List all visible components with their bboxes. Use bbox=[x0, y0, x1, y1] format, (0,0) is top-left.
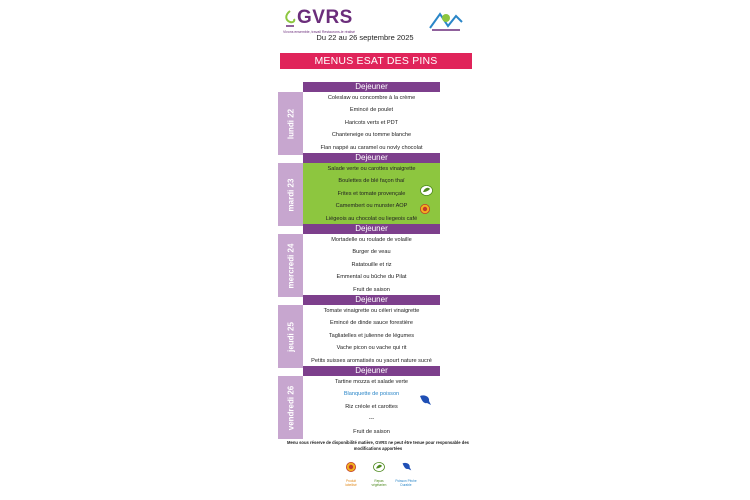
day-label: lundi 22 bbox=[286, 108, 295, 139]
menu-item: Emmental ou bûche du Pilat bbox=[336, 274, 407, 281]
day-label-sidebar bbox=[278, 305, 303, 368]
day-label: mardi 23 bbox=[286, 178, 295, 211]
menu-item: Frites et tomate provençale bbox=[337, 190, 406, 197]
menu-item: Chanteneige ou tomme blanche bbox=[331, 132, 412, 139]
menu-item: Tagliatelles et julienne de légumes bbox=[328, 332, 415, 339]
disclaimer-note: Menu sous réserve de disponibilité matière, GVRS ne peut être tenue pour responsable des modifications apportées bbox=[287, 440, 469, 451]
gvrs-swirl-icon bbox=[283, 10, 297, 28]
menu-item: Riz créole et carottes bbox=[345, 403, 398, 410]
meal-header: Dejeuner bbox=[303, 224, 440, 234]
menu-item: Tartine mozza et salade verte bbox=[334, 379, 409, 385]
meal-header: Dejeuner bbox=[303, 366, 440, 376]
day-block-mardi bbox=[278, 153, 440, 226]
day-block-mercredi bbox=[278, 224, 440, 297]
legend-item-aop bbox=[340, 459, 362, 487]
menu-item: Camembert ou munster AOP bbox=[335, 203, 408, 210]
legend-label: Repas végétarien bbox=[371, 479, 387, 487]
menu-item: Burger de veau bbox=[352, 249, 391, 256]
day-block-jeudi bbox=[278, 295, 440, 368]
menu-item: Emincé de dinde sauce forestière bbox=[329, 320, 414, 327]
menu-item: Coleslaw ou concombre à la crème bbox=[327, 95, 416, 101]
menu-item: Haricots verts et PDT bbox=[344, 119, 399, 126]
day-label: jeudi 25 bbox=[286, 321, 295, 352]
menu-item: Salade verte ou carottes vinaigrette bbox=[327, 166, 416, 172]
menu-item: Emincé de poulet bbox=[349, 107, 394, 114]
menu-item: Boulettes de blé façon thaï bbox=[338, 178, 405, 185]
day-block-lundi bbox=[278, 82, 440, 155]
gvrs-logo bbox=[283, 7, 355, 34]
menu-item: Fruit de saison bbox=[353, 286, 390, 293]
vegetarian-leaf-icon bbox=[420, 185, 433, 196]
day-block-vendredi bbox=[278, 366, 440, 439]
legend-label: Produit labellisé bbox=[345, 479, 357, 487]
date-range: Du 22 au 26 septembre 2025 bbox=[316, 33, 414, 42]
day-label-sidebar bbox=[278, 376, 303, 439]
partner-logo-icon bbox=[426, 8, 464, 34]
menu-items bbox=[303, 305, 440, 367]
day-label-sidebar bbox=[278, 234, 303, 297]
vegetarian-leaf-icon bbox=[373, 462, 385, 472]
legend-item-vegetarian bbox=[368, 459, 390, 487]
legend-label: Poisson Pêche Durable bbox=[395, 479, 417, 487]
meal-header: Dejeuner bbox=[303, 295, 440, 305]
meal-header: Dejeuner bbox=[303, 153, 440, 163]
menu-item: Liégeois au chocolat ou liegeois café bbox=[325, 215, 418, 222]
menu-item: Fruit de saison bbox=[353, 428, 390, 435]
menu-item: Petits suisses aromatisés ou yaourt nature sucré bbox=[311, 357, 432, 364]
menu-item-fish: Blanquette de poisson bbox=[343, 391, 400, 398]
day-label-sidebar bbox=[278, 163, 303, 226]
brand-tagline: Vivons ensemble, travail Restaurons-le réalisé bbox=[283, 30, 355, 34]
day-label: mercredi 24 bbox=[286, 243, 295, 288]
meal-header: Dejeuner bbox=[303, 82, 440, 92]
menu-item: Ratatouille et riz bbox=[351, 261, 392, 268]
menu-item: Flan nappé au caramel ou novly chocolat bbox=[320, 144, 423, 151]
menu-title-banner: MENUS ESAT DES PINS bbox=[280, 53, 472, 69]
day-label-sidebar bbox=[278, 92, 303, 155]
menu-item: Mortadelle ou roulade de volaille bbox=[331, 237, 412, 243]
brand-name: GVRS bbox=[297, 7, 353, 28]
menu-items bbox=[303, 234, 440, 296]
aop-label-icon bbox=[346, 462, 356, 472]
menu-item: Tomate vinaigrette ou céleri vinaigrette bbox=[323, 308, 420, 314]
fish-icon bbox=[401, 461, 412, 472]
menu-items bbox=[303, 92, 440, 154]
fish-icon bbox=[418, 393, 432, 407]
menu-item: --- bbox=[368, 416, 375, 423]
legend-item-fish bbox=[395, 459, 417, 487]
aop-label-icon bbox=[420, 204, 430, 214]
day-label: vendredi 26 bbox=[286, 385, 295, 430]
menu-item: Vache picon ou vache qui rit bbox=[336, 345, 407, 352]
